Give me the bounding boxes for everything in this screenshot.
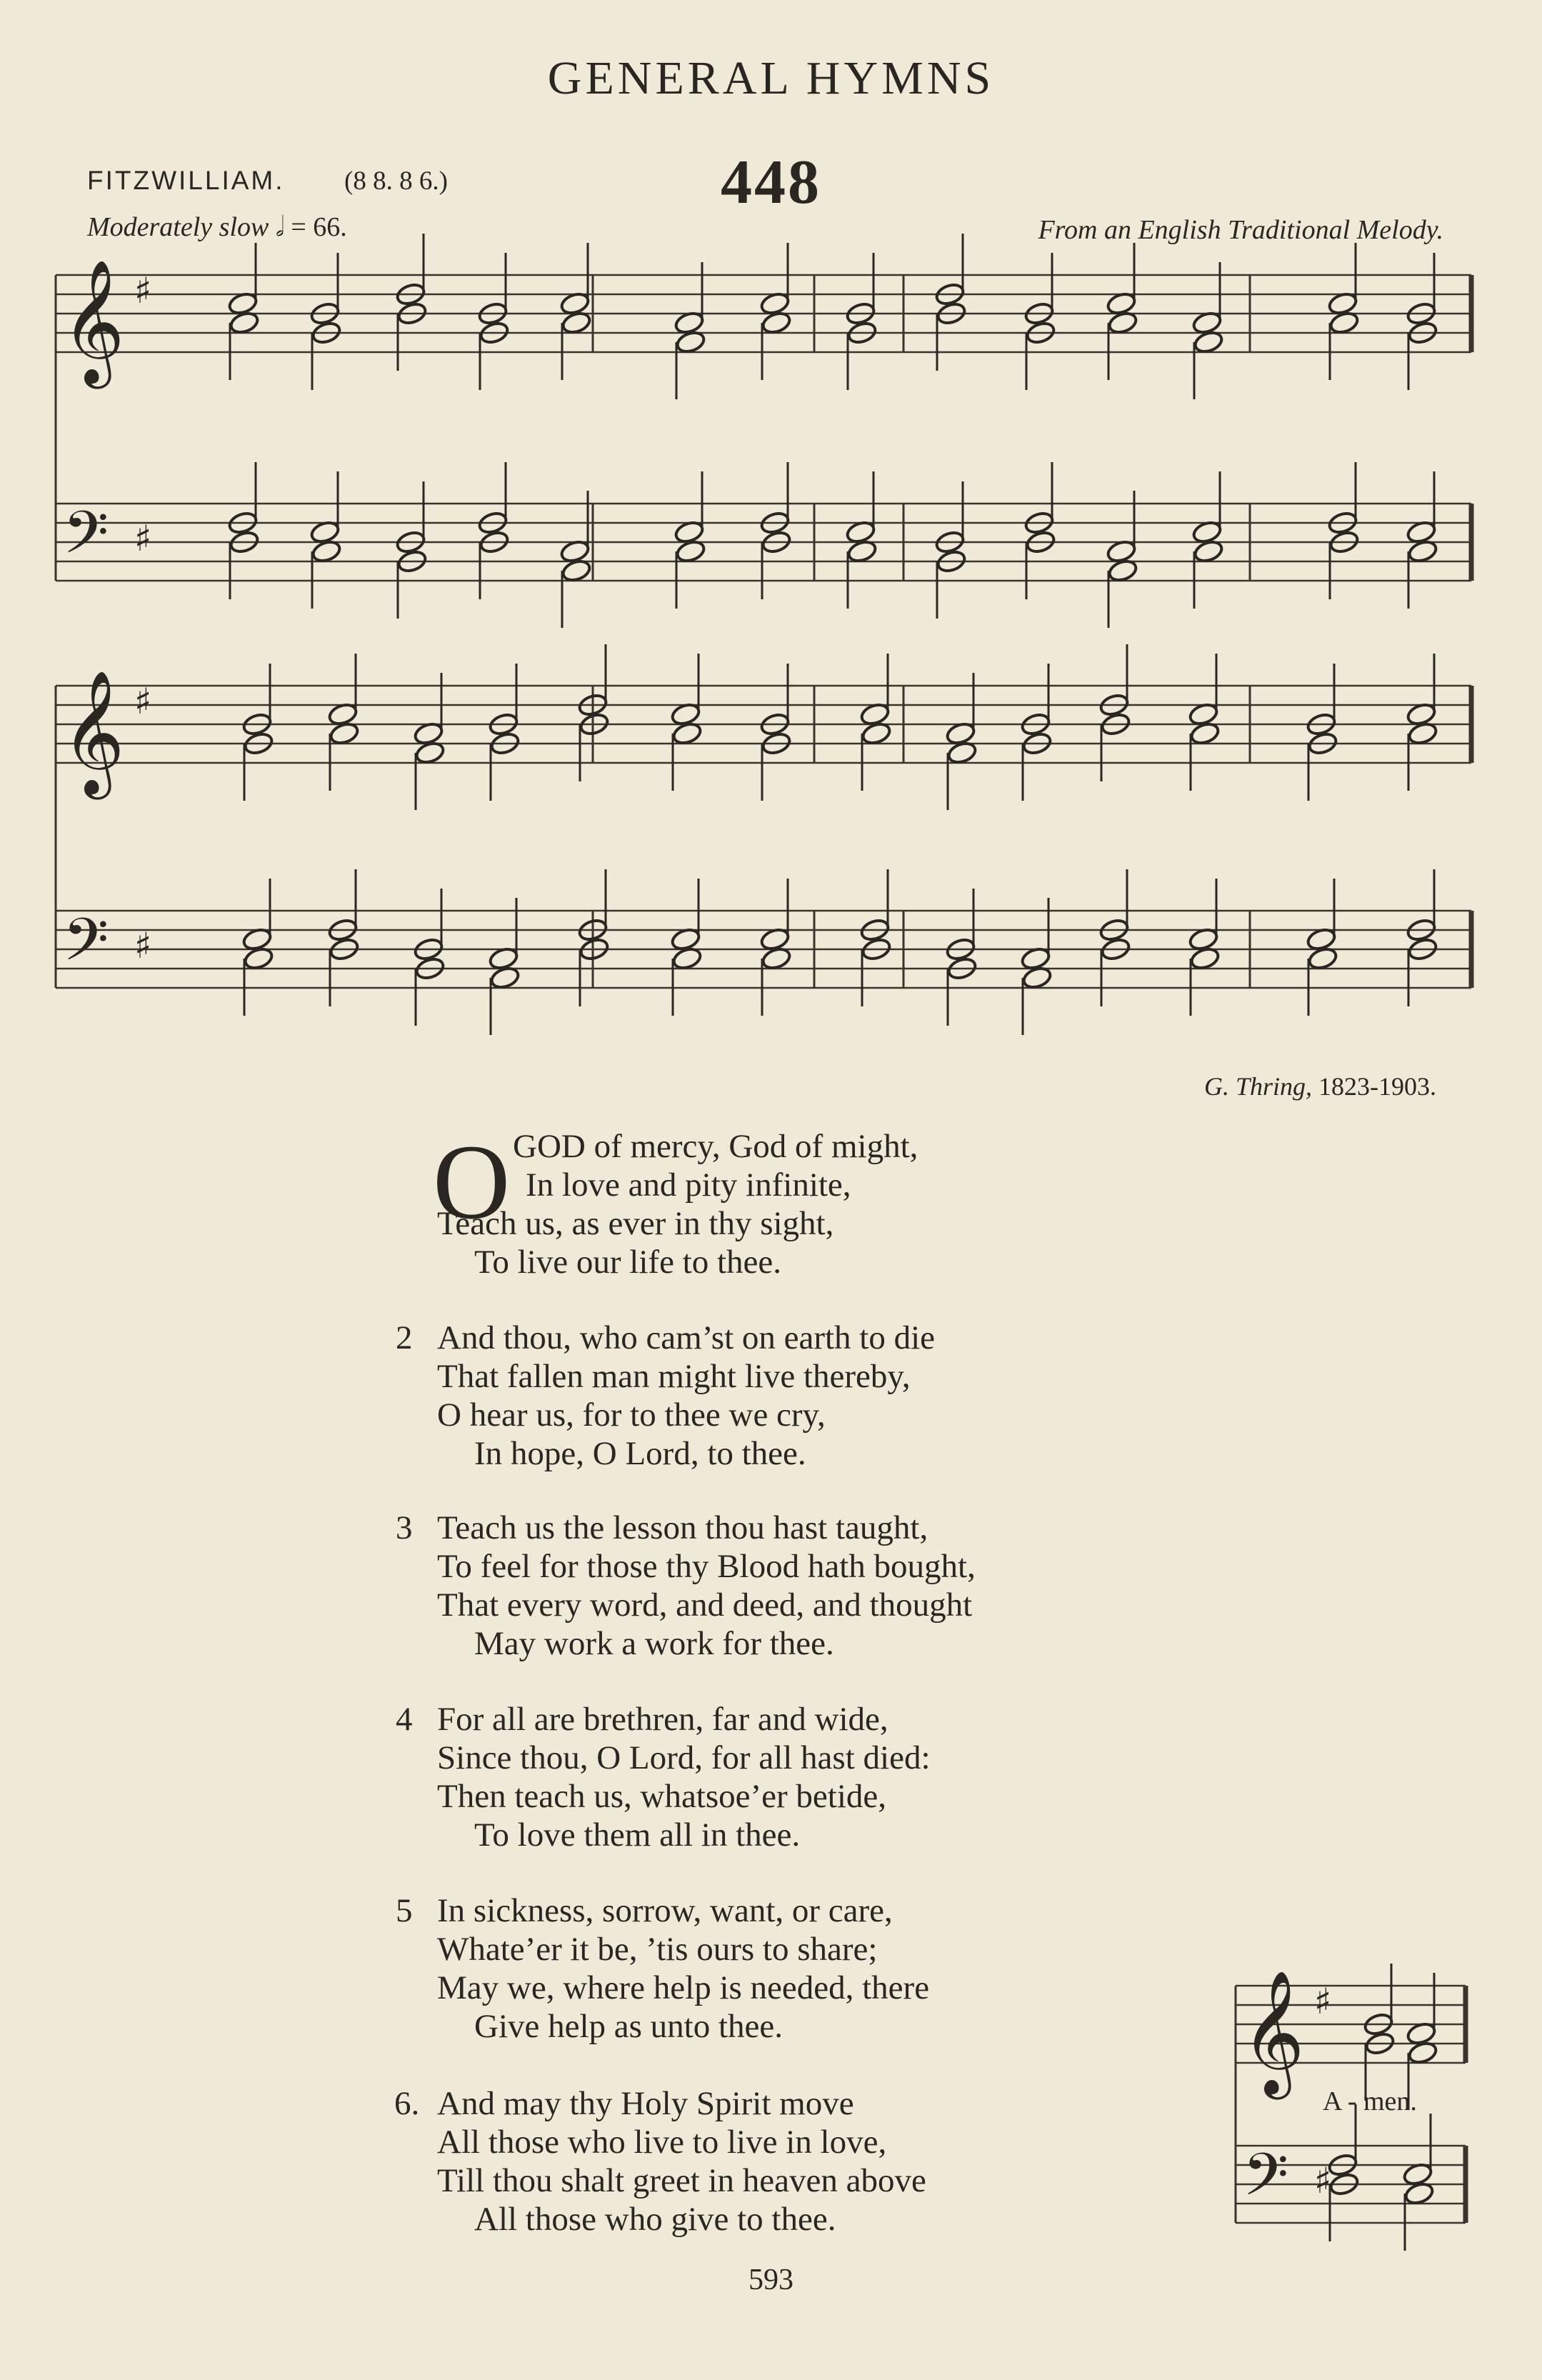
drop-cap: O: [433, 1123, 511, 1241]
bass-clef: 𝄢: [63, 498, 109, 581]
tempo-text: Moderately slow: [87, 212, 269, 242]
verse-line: All those who live to live in love,: [437, 2124, 887, 2161]
key-signature-sharp: ♯: [1314, 2160, 1332, 2201]
author-dates: 1823-1903.: [1318, 1072, 1436, 1101]
verse-line: Give help as unto thee.: [474, 2008, 783, 2045]
verse-number: 3: [396, 1509, 413, 1546]
verse-line: That fallen man might live thereby,: [437, 1358, 911, 1395]
tune-meter: (8 8. 8 6.): [344, 166, 448, 196]
verse-line: May work a work for thee.: [474, 1625, 834, 1662]
verse-number: 6.: [394, 2085, 420, 2122]
verse-line: All those who give to thee.: [474, 2201, 836, 2238]
section-title: GENERAL HYMNS: [547, 52, 995, 104]
verse-number: 2: [396, 1319, 413, 1356]
verse-line: Since thou, O Lord, for all hast died:: [437, 1739, 931, 1776]
verse-line: Till thou shalt greet in heaven above: [437, 2162, 926, 2199]
treble-clef: 𝄞: [61, 670, 125, 794]
verse-line: O hear us, for to thee we cry,: [437, 1396, 826, 1434]
bass-clef: 𝄢: [1243, 2140, 1289, 2224]
half-note-symbol: 𝅗𝅥: [275, 212, 284, 242]
treble-clef: 𝄞: [61, 259, 125, 384]
verse-line: For all are brethren, far and wide,: [437, 1701, 888, 1738]
verse-line: Teach us, as ever in thy sight,: [437, 1205, 834, 1242]
verse-line: That every word, and deed, and thought: [437, 1586, 973, 1624]
verse-line: To live our life to thee.: [474, 1244, 782, 1281]
author-name: G. Thring,: [1203, 1072, 1312, 1101]
verse-line: In love and pity infinite,: [526, 1166, 851, 1204]
amen-label: A - men.: [1323, 2086, 1417, 2116]
key-signature-sharp: ♯: [1314, 1981, 1332, 2022]
verse-line: To feel for those thy Blood hath bought,: [437, 1548, 976, 1585]
verse-line: Then teach us, whatsoe’er betide,: [437, 1778, 887, 1815]
tune-name: FITZWILLIAM.: [87, 166, 285, 195]
verse-line: In sickness, sorrow, want, or care,: [437, 1892, 893, 1929]
treble-clef: 𝄞: [1241, 1970, 1305, 2094]
key-signature-sharp: ♯: [134, 518, 152, 559]
verse-line: In hope, O Lord, to thee.: [474, 1435, 806, 1472]
key-signature-sharp: ♯: [134, 925, 152, 966]
bass-clef: 𝄢: [63, 905, 109, 989]
author-credit: [1204, 1071, 1436, 1101]
verse-line: Teach us the lesson thou hast taught,: [437, 1509, 928, 1546]
key-signature-sharp: ♯: [134, 270, 152, 311]
key-signature-sharp: ♯: [134, 681, 152, 722]
verse-line: To love them all in thee.: [474, 1816, 801, 1854]
verse-line: Whate’er it be, ’tis ours to share;: [437, 1931, 878, 1968]
page-number: 593: [749, 2264, 793, 2296]
tune-source: From an English Traditional Melody.: [1038, 215, 1443, 245]
metronome-value: = 66.: [291, 212, 347, 242]
verse-number: 5: [396, 1892, 413, 1929]
verse-line: GOD of mercy, God of might,: [513, 1128, 918, 1165]
verse-line: And thou, who cam’st on earth to die: [437, 1319, 936, 1356]
verse-line: And may thy Holy Spirit move: [437, 2085, 854, 2122]
verse-number: 4: [396, 1701, 413, 1738]
hymn-number: 448: [721, 148, 821, 217]
verse-line: May we, where help is needed, there: [437, 1969, 930, 2006]
